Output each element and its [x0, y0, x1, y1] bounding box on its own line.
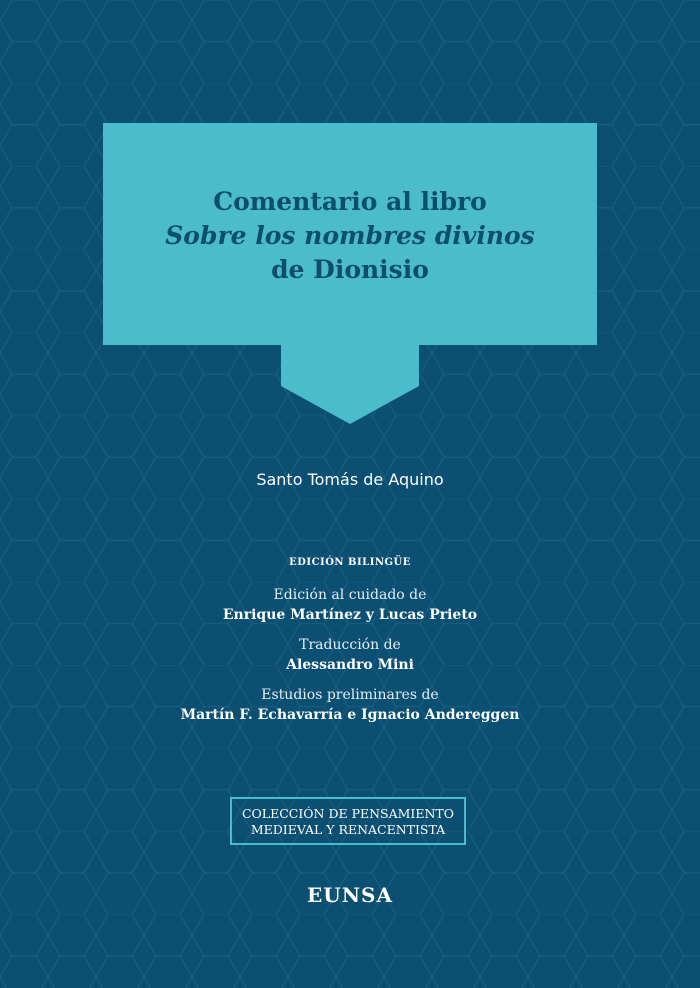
collection-line-2: MEDIEVAL Y RENACENTISTA: [250, 822, 446, 837]
editors-credit: [0, 585, 700, 625]
studies-credit: [0, 685, 700, 725]
studies-names: Martín F. Echavarría e Ignacio Andereggen: [180, 707, 520, 723]
book-title: [103, 185, 597, 287]
translator-role: Traducción de: [299, 637, 401, 653]
translator-credit: [0, 635, 700, 675]
collection-box: [230, 797, 466, 845]
translator-name: Alessandro Mini: [286, 657, 414, 673]
editors-names: Enrique Martínez y Lucas Prieto: [222, 607, 478, 623]
author-name: Santo Tomás de Aquino: [256, 470, 444, 489]
title-line-3: de Dionisio: [271, 255, 429, 284]
title-line-2: Sobre los nombres divinos: [165, 221, 535, 250]
publisher-logo: EUNSA: [307, 883, 393, 907]
studies-role: Estudios preliminares de: [261, 687, 439, 703]
title-banner-pointer: [281, 344, 419, 424]
title-line-1: Comentario al libro: [213, 187, 487, 216]
edition-label: EDICIÓN BILINGÜE: [289, 557, 411, 568]
editors-role: Edición al cuidado de: [273, 587, 427, 603]
collection-line-1: COLECCIÓN DE PENSAMIENTO: [241, 806, 455, 821]
